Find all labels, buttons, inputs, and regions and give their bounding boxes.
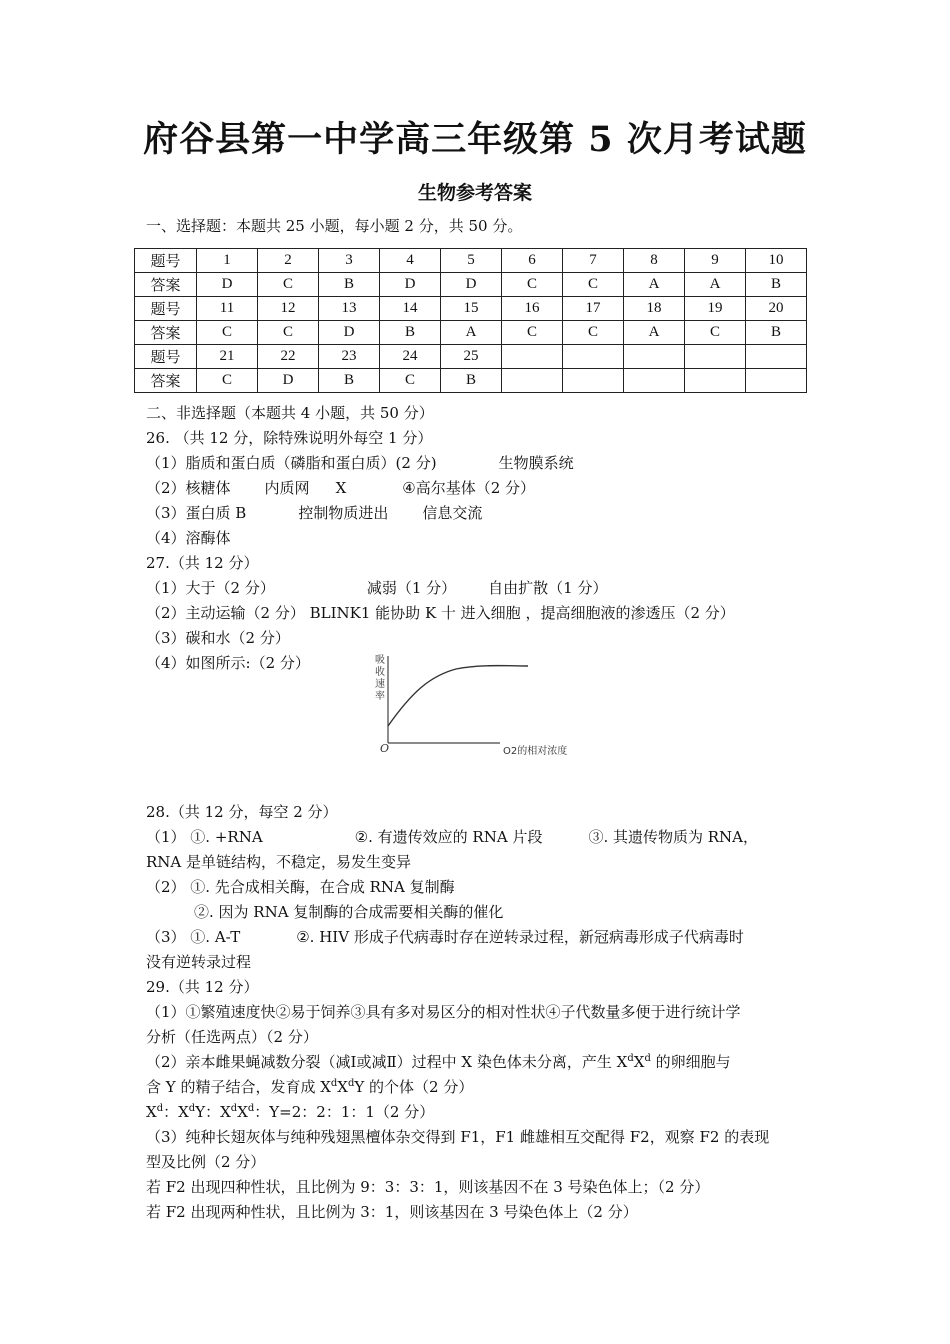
- table-row-header-cell: 答案: [135, 273, 197, 297]
- table-cell: 18: [624, 297, 685, 321]
- graph-svg: [360, 650, 590, 765]
- q26-2-answer-a: （2）核糖体: [146, 479, 231, 497]
- q28-1-answer-a: （1） ①. +RNA: [146, 828, 263, 846]
- q28-3-answer-b: ②. HIV 形成子代病毒时存在逆转录过程，新冠病毒形成子代病毒时: [296, 928, 744, 946]
- q29-2c-s2: d: [188, 1103, 196, 1114]
- table-cell: [502, 369, 563, 393]
- page-title: 府谷县第一中学高三年级第 5 次月考试题: [143, 119, 807, 160]
- q26-2-answer-d: ④高尔基体（2 分）: [402, 479, 536, 497]
- graph-ylabel-char-1: 吸: [375, 655, 385, 666]
- table-cell: C: [502, 321, 563, 345]
- graph-ylabel-char-2: 收: [375, 667, 385, 678]
- q28-1-answer-b: ②. 有遗传效应的 RNA 片段: [354, 828, 543, 846]
- q26-line-2: [146, 478, 535, 498]
- table-cell: [624, 345, 685, 369]
- q29-2c-s3: d: [230, 1103, 238, 1114]
- table-cell: [502, 345, 563, 369]
- table-cell: B: [319, 369, 380, 393]
- table-cell: C: [563, 273, 624, 297]
- table-cell: 22: [258, 345, 319, 369]
- table-cell: 3: [319, 249, 380, 273]
- q29-2b-sup2: d: [347, 1078, 355, 1089]
- q26-1-answer-b: 生物膜系统: [498, 454, 574, 472]
- q28-line-2b: ②. 因为 RNA 复制酶的合成需要相关酶的催化: [194, 903, 504, 921]
- table-cell: C: [380, 369, 441, 393]
- table-cell: 14: [380, 297, 441, 321]
- table-cell: 9: [685, 249, 746, 273]
- table-row-question-numbers: [135, 297, 807, 321]
- table-cell: 12: [258, 297, 319, 321]
- q29-2a-sup1: d: [627, 1053, 634, 1064]
- q26-heading: 26. （共 12 分，除特殊说明外每空 1 分）: [146, 429, 433, 447]
- section1-heading: 一、选择题：本题共 25 小题，每小题 2 分，共 50 分。: [146, 217, 523, 235]
- table-cell: C: [685, 321, 746, 345]
- table-cell: [746, 369, 807, 393]
- q27-line-4: （4）如图所示:（2 分）: [146, 654, 310, 672]
- graph-origin-label: O: [380, 742, 390, 755]
- table-cell: 1: [197, 249, 258, 273]
- table-row-header-cell: 题号: [135, 297, 197, 321]
- q29-line-3d: 若 F2 出现两种性状，且比例为 3：1，则该基因在 3 号染色体上（2 分）: [146, 1203, 638, 1221]
- section2-heading: 二、非选择题（本题共 4 小题，共 50 分）: [146, 404, 434, 422]
- q28-line-1-cont: RNA 是单链结构，不稳定，易发生变异: [146, 853, 412, 871]
- table-row-answers: [135, 273, 807, 297]
- q29-line-2c: [146, 1102, 434, 1122]
- table-cell: C: [258, 321, 319, 345]
- table-row-header-cell: 答案: [135, 321, 197, 345]
- q29-2c-s1: d: [156, 1103, 164, 1114]
- q28-1-answer-c: ③. 其遗传物质为 RNA，: [588, 828, 759, 846]
- q29-2c-d: X: [237, 1103, 248, 1121]
- table-cell: 24: [380, 345, 441, 369]
- graph-curve: [388, 666, 528, 726]
- q29-line-3a: （3）纯种长翅灰体与纯种残翅黑檀体杂交得到 F1，F1 雌雄相互交配得 F2，观察 F2 的表现: [146, 1128, 770, 1146]
- table-cell: 5: [441, 249, 502, 273]
- q29-2b-text: 含 Y 的精子结合，发育成 X: [146, 1078, 331, 1096]
- q27-line-3: （3）碳和水（2 分）: [146, 629, 290, 647]
- graph-ylabel-char-3: 速: [375, 679, 385, 690]
- q29-2b-post: Y 的个体（2 分）: [354, 1078, 474, 1096]
- table-cell: 17: [563, 297, 624, 321]
- q29-2c-e: ：Y=2：2：1：1（2 分）: [254, 1103, 435, 1121]
- q27-line-2: （2）主动运输（2 分） BLINK1 能协助 K 十 进入细胞 ，提高细胞液的渗透压（2 分）: [146, 604, 735, 622]
- table-row-answers: [135, 369, 807, 393]
- table-cell: B: [746, 321, 807, 345]
- table-cell: 23: [319, 345, 380, 369]
- table-cell: [685, 369, 746, 393]
- q29-2c-a: X: [146, 1103, 157, 1121]
- q27-1-answer-c: 自由扩散（1 分）: [488, 579, 608, 597]
- q28-line-3: [146, 927, 744, 947]
- q29-2a-text: （2）亲本雌果蝇减数分裂（减Ⅰ或减Ⅱ）过程中 X 染色体未分离，产生 X: [146, 1053, 628, 1071]
- table-cell: 19: [685, 297, 746, 321]
- table-row-header-cell: 答案: [135, 369, 197, 393]
- q26-3-answer-b: 控制物质进出: [298, 504, 389, 522]
- table-cell: 11: [197, 297, 258, 321]
- table-cell: 13: [319, 297, 380, 321]
- q26-3-answer-c: 信息交流: [422, 504, 483, 522]
- q28-line-3-cont: 没有逆转录过程: [146, 953, 252, 971]
- table-cell: D: [380, 273, 441, 297]
- table-cell: A: [624, 321, 685, 345]
- table-cell: B: [380, 321, 441, 345]
- q27-line-1: [146, 578, 607, 598]
- q26-line-4: （4）溶酶体: [146, 529, 231, 547]
- table-cell: 15: [441, 297, 502, 321]
- table-cell: D: [197, 273, 258, 297]
- q27-heading: 27.（共 12 分）: [146, 554, 259, 572]
- q26-line-3: [146, 503, 482, 523]
- q28-line-2a: （2） ①. 先合成相关酶，在合成 RNA 复制酶: [146, 878, 455, 896]
- table-cell: 8: [624, 249, 685, 273]
- table-cell: C: [502, 273, 563, 297]
- table-cell: 2: [258, 249, 319, 273]
- q29-2b-mid: X: [337, 1078, 348, 1096]
- table-cell: 25: [441, 345, 502, 369]
- graph-ylabel-char-4: 率: [375, 691, 385, 702]
- table-cell: 20: [746, 297, 807, 321]
- table-row-answers: [135, 321, 807, 345]
- table-cell: A: [624, 273, 685, 297]
- q27-1-answer-b: 减弱（1 分）: [366, 579, 457, 597]
- table-cell: 6: [502, 249, 563, 273]
- q28-3-answer-a: （3） ①. A-T: [146, 928, 241, 946]
- table-cell: [685, 345, 746, 369]
- q26-1-answer-a: （1）脂质和蛋白质（磷脂和蛋白质）(2 分): [146, 454, 437, 472]
- q29-line-3b: 型及比例（2 分）: [146, 1153, 266, 1171]
- q29-line-2b: [146, 1077, 473, 1097]
- graph-xlabel: O2的相对浓度: [503, 746, 568, 757]
- table-cell: C: [563, 321, 624, 345]
- table-cell: [563, 345, 624, 369]
- q26-line-1: [146, 453, 574, 473]
- q29-2a-post: 的卵细胞与: [650, 1053, 731, 1071]
- q26-2-answer-c: X: [335, 479, 347, 497]
- table-cell: [624, 369, 685, 393]
- q29-line-1a: （1）①繁殖速度快②易于饲养③具有多对易区分的相对性状④子代数量多便于进行统计学: [146, 1003, 741, 1021]
- table-cell: [563, 369, 624, 393]
- table-row-question-numbers: [135, 249, 807, 273]
- table-cell: C: [197, 369, 258, 393]
- answer-table: [134, 248, 807, 393]
- q29-line-2a: [146, 1052, 731, 1072]
- table-cell: 7: [563, 249, 624, 273]
- table-cell: A: [685, 273, 746, 297]
- table-cell: B: [319, 273, 380, 297]
- table-cell: B: [441, 369, 502, 393]
- q29-2c-b: ：X: [163, 1103, 189, 1121]
- q29-2c-s4: d: [247, 1103, 255, 1114]
- absorption-rate-graph: [360, 650, 590, 765]
- q26-3-answer-a: （3）蛋白质 B: [146, 504, 247, 522]
- q29-2b-sup1: d: [330, 1078, 338, 1089]
- table-cell: D: [258, 369, 319, 393]
- table-cell: C: [258, 273, 319, 297]
- table-cell: D: [319, 321, 380, 345]
- table-cell: B: [746, 273, 807, 297]
- page-subtitle: 生物参考答案: [417, 182, 532, 204]
- q29-2c-c: Y：X: [195, 1103, 231, 1121]
- q29-2a-mid: X: [633, 1053, 645, 1071]
- q26-2-answer-b: 内质网: [264, 479, 310, 497]
- q28-heading: 28.（共 12 分，每空 2 分）: [146, 803, 338, 821]
- table-row-question-numbers: [135, 345, 807, 369]
- table-cell: 16: [502, 297, 563, 321]
- table-cell: 10: [746, 249, 807, 273]
- q29-2a-sup2: d: [644, 1053, 651, 1064]
- q29-heading: 29.（共 12 分）: [146, 978, 259, 996]
- q29-line-3c: 若 F2 出现四种性状，且比例为 9：3：3：1，则该基因不在 3 号染色体上；（2 分）: [146, 1178, 710, 1196]
- table-cell: [746, 345, 807, 369]
- table-cell: 21: [197, 345, 258, 369]
- table-cell: A: [441, 321, 502, 345]
- table-cell: 4: [380, 249, 441, 273]
- table-row-header-cell: 题号: [135, 345, 197, 369]
- table-cell: C: [197, 321, 258, 345]
- q29-line-1b: 分析（任选两点）（2 分）: [146, 1028, 318, 1046]
- q28-line-1: [146, 827, 758, 847]
- q27-1-answer-a: （1）大于（2 分）: [146, 579, 275, 597]
- table-row-header-cell: 题号: [135, 249, 197, 273]
- table-cell: D: [441, 273, 502, 297]
